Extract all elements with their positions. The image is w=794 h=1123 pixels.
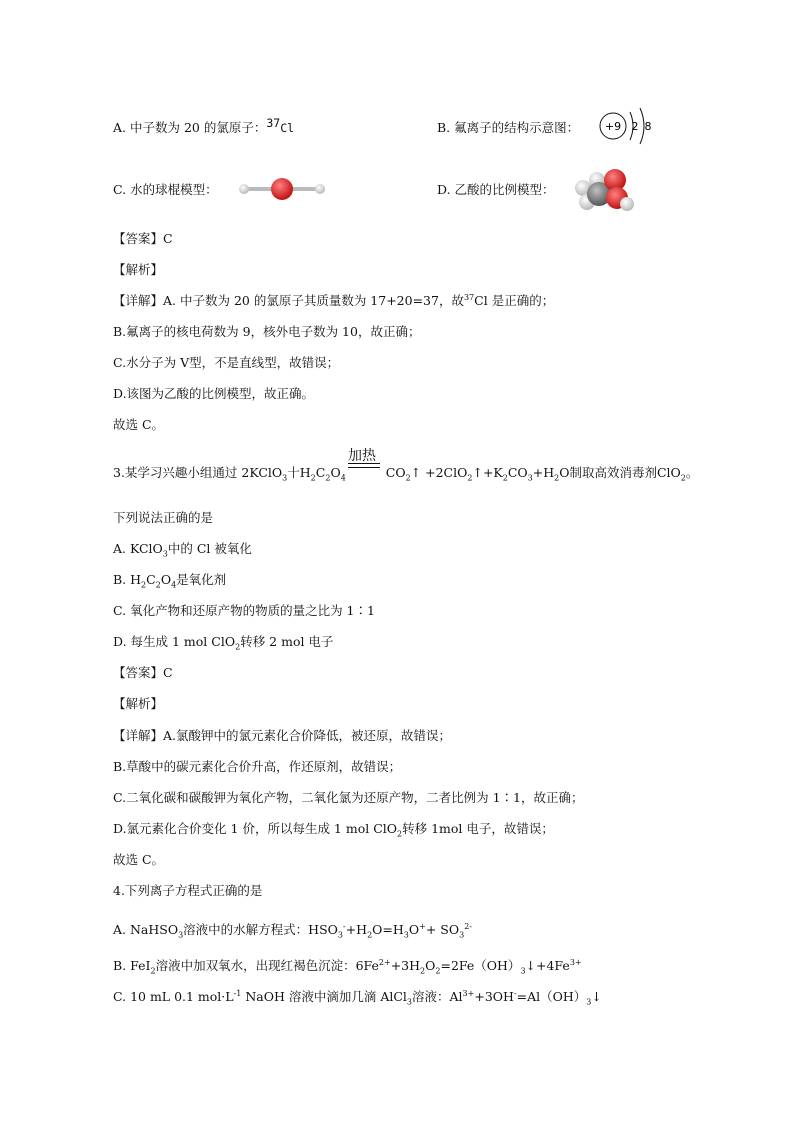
q3-option-b: B. $H_2C_2O_4$是氧化剂 bbox=[113, 572, 227, 590]
q4-option-b: B. FeI$_2$溶液中加双氧水，出现红褐色沉淀：$6Fe^{2+}+3H_2O_2=2Fe(OH)_3↓+4Fe^{3+}$ bbox=[113, 957, 582, 976]
q4-stem: 4.下列离子方程式正确的是 bbox=[113, 883, 263, 898]
q3-question: 下列说法正确的是 bbox=[113, 510, 214, 525]
fluoride-ion-structure-diagram bbox=[596, 104, 658, 152]
q2-conclusion: 故选 C。 bbox=[113, 417, 165, 432]
q3-detail-4: D.氯元素化合价变化 1 价，所以每生成 1 mol ClO$_2$转移 1mol 电子，故错误； bbox=[113, 821, 554, 839]
q3-option-a: A. KClO$_3$中的 Cl 被氧化 bbox=[113, 541, 252, 559]
q4-option-a: A. NaHSO$_3$溶液中的水解方程式：$HSO_3^-+H_2O=H_3O^++ SO_3^{2-}$ bbox=[113, 921, 472, 940]
q2-option-c: C. 水的球棍模型： bbox=[113, 182, 218, 197]
q4-option-c: C. 10 mL 0.1 $mol\cdot L^{-1}$ NaOH 溶液中滴加几滴 AlCl$_3$溶液：$Al^{3+}+3OH^-=Al(OH)_3↓$ bbox=[113, 988, 602, 1007]
q2-option-a: A. 中子数为 20 的氯原子：$^{37}$Cl bbox=[113, 115, 295, 135]
q2-option-d: D. 乙酸的比例模型： bbox=[437, 182, 555, 197]
q2-analysis-heading: 【解析】 bbox=[113, 262, 164, 277]
acetic-acid-space-filling-model bbox=[573, 166, 639, 216]
shell2-label: 8 bbox=[644, 120, 652, 133]
q3-stem: 3.某学习兴趣小组通过 2KClO$_3$十$H_2C_2O_4$ $CO_2↑$ $+2ClO_2↑+K_2CO_3+H_2O$制取高效消毒剂ClO$_2$。 bbox=[113, 465, 699, 483]
q2-answer: 【答案】C bbox=[113, 231, 173, 246]
q3-detail-1: 【详解】A.氯酸钾中的氯元素化合价降低，被还原，故错误； bbox=[113, 728, 452, 743]
water-ball-stick-model bbox=[236, 176, 328, 202]
q2-detail-3: C.水分子为 V型，不是直线型，故错误； bbox=[113, 355, 340, 370]
q2-detail-1: 【详解】A. 中子数为 20 的氯原子其质量数为 17+20=37，故$^{37}$Cl 是正确的； bbox=[113, 292, 555, 308]
q3-answer: 【答案】C bbox=[113, 665, 173, 680]
shell1-label: 2 bbox=[631, 120, 639, 133]
q3-detail-2: B.草酸中的碳元素化合价升高，作还原剂，故错误； bbox=[113, 759, 402, 774]
q3-detail-3: C.二氧化碳和碳酸钾为氧化产物，二氧化氯为还原产物，二者比例为 1∶1，故正确； bbox=[113, 790, 584, 805]
reaction-condition-heating: 加热 bbox=[348, 448, 376, 464]
q3-option-d: D. 每生成 1 mol ClO$_2$转移 2 mol 电子 bbox=[113, 634, 334, 652]
q2-detail-4: D.该图为乙酸的比例模型，故正确。 bbox=[113, 386, 315, 401]
q3-analysis-heading: 【解析】 bbox=[113, 696, 164, 711]
q2-detail-2: B.氟离子的核电荷数为 9，核外电子数为 10，故正确； bbox=[113, 324, 421, 339]
q3-conclusion: 故选 C。 bbox=[113, 852, 165, 867]
q3-option-c: C. 氧化产物和还原产物的物质的量之比为 1∶1 bbox=[113, 603, 375, 618]
q2-option-b: B. 氟离子的结构示意图： bbox=[437, 120, 580, 135]
nucleus-label: +9 bbox=[604, 120, 622, 133]
